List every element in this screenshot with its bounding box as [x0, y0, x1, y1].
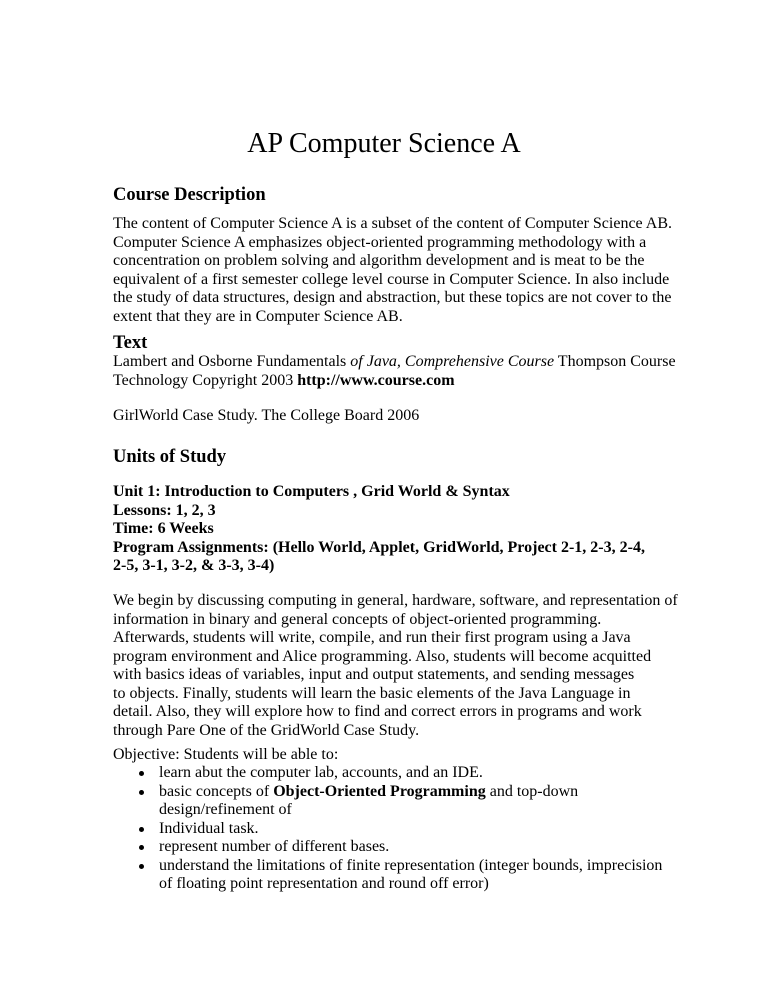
objective-item	[113, 764, 662, 783]
text-line: concentration on problem solving and algorithm development and is meat to be the	[113, 252, 645, 269]
bullet-icon	[139, 827, 144, 832]
unit1-description	[113, 592, 678, 740]
unit1-title: Unit 1: Introduction to Computers , Grid World & Syntax	[113, 483, 510, 500]
course-description-heading: Course Description	[113, 185, 266, 205]
page-title: AP Computer Science A	[247, 128, 521, 159]
text-line: The content of Computer Science A is a subset of the content of Computer Science AB.	[113, 215, 672, 232]
bullet-icon	[139, 771, 144, 776]
bullet-icon	[139, 864, 144, 869]
objective-text: understand the limitations of finite representation (integer bounds, imprecision	[159, 856, 663, 874]
objective-text-part: basic concepts of	[159, 782, 274, 800]
objective-text	[159, 783, 662, 802]
text-line: Afterwards, students will write, compile, and run their first program using a Java	[113, 629, 631, 646]
units-heading: Units of Study	[113, 447, 227, 467]
text-line: equivalent of a first semester college level course in Computer Science. In also include	[113, 270, 670, 288]
textbook-citation	[113, 353, 676, 390]
objective-item	[113, 820, 662, 839]
citation-publisher: Thompson Course	[554, 353, 676, 370]
objective-intro: Objective: Students will be able to:	[113, 746, 339, 763]
citation-line-2	[113, 372, 676, 391]
unit1-assignments-line-2: 2-5, 3-1, 3-2, & 3-3, 3-4)	[113, 557, 275, 574]
text-line: We begin by discussing computing in general, hardware, software, and representation of	[113, 592, 678, 609]
objective-text-continuation: of floating point representation and round off error)	[159, 875, 489, 892]
objective-item	[113, 857, 662, 894]
text-line: detail. Also, they will explore how to find and correct errors in programs and work	[113, 703, 642, 720]
case-study-citation: GirlWorld Case Study. The College Board 2006	[113, 407, 420, 424]
objective-emphasis: Object-Oriented Programming	[273, 782, 486, 800]
objective-text-part: and top-down	[485, 782, 579, 800]
text-line: Computer Science A emphasizes object-oriented programming methodology with a	[113, 233, 647, 251]
objective-item	[113, 783, 662, 820]
unit1-lessons: Lessons: 1, 2, 3	[113, 501, 216, 519]
text-line: program environment and Alice programming. Also, students will become acquitted	[113, 647, 652, 665]
bullet-icon	[139, 790, 144, 795]
unit1-time: Time: 6 Weeks	[113, 520, 214, 537]
citation-copyright: Technology Copyright 2003	[113, 371, 298, 389]
unit1-assignments-line-1: Program Assignments: (Hello World, Applet, GridWorld, Project 2-1, 2-3, 2-4,	[113, 538, 645, 556]
objectives-list	[113, 764, 662, 894]
text-line: extent that they are in Computer Science AB.	[113, 307, 403, 325]
citation-book-title: of Java, Comprehensive Course	[350, 353, 555, 370]
text-line: through Pare One of the GridWorld Case Study.	[113, 721, 420, 739]
objective-text: Individual task.	[159, 819, 259, 837]
text-heading: Text	[113, 333, 148, 353]
text-line: with basics ideas of variables, input and output statements, and sending messages	[113, 666, 635, 683]
citation-line-1	[113, 353, 676, 372]
objective-text: learn abut the computer lab, accounts, and an IDE.	[159, 764, 483, 781]
course-description-paragraph	[113, 215, 672, 326]
objective-item	[113, 838, 662, 857]
bullet-icon	[139, 845, 144, 850]
unit1-header	[113, 483, 645, 576]
objective-text-continuation: design/refinement of	[159, 801, 292, 818]
text-line: information in binary and general concepts of object-oriented programming.	[113, 610, 602, 628]
text-line: to objects. Finally, students will learn the basic elements of the Java Language in	[113, 684, 631, 702]
text-line: the study of data structures, design and abstraction, but these topics are not cover to the	[113, 289, 672, 306]
objective-text: represent number of different bases.	[159, 838, 390, 855]
citation-authors: Lambert and Osborne Fundamentals	[113, 353, 351, 370]
citation-url: http://www.course.com	[297, 371, 455, 389]
